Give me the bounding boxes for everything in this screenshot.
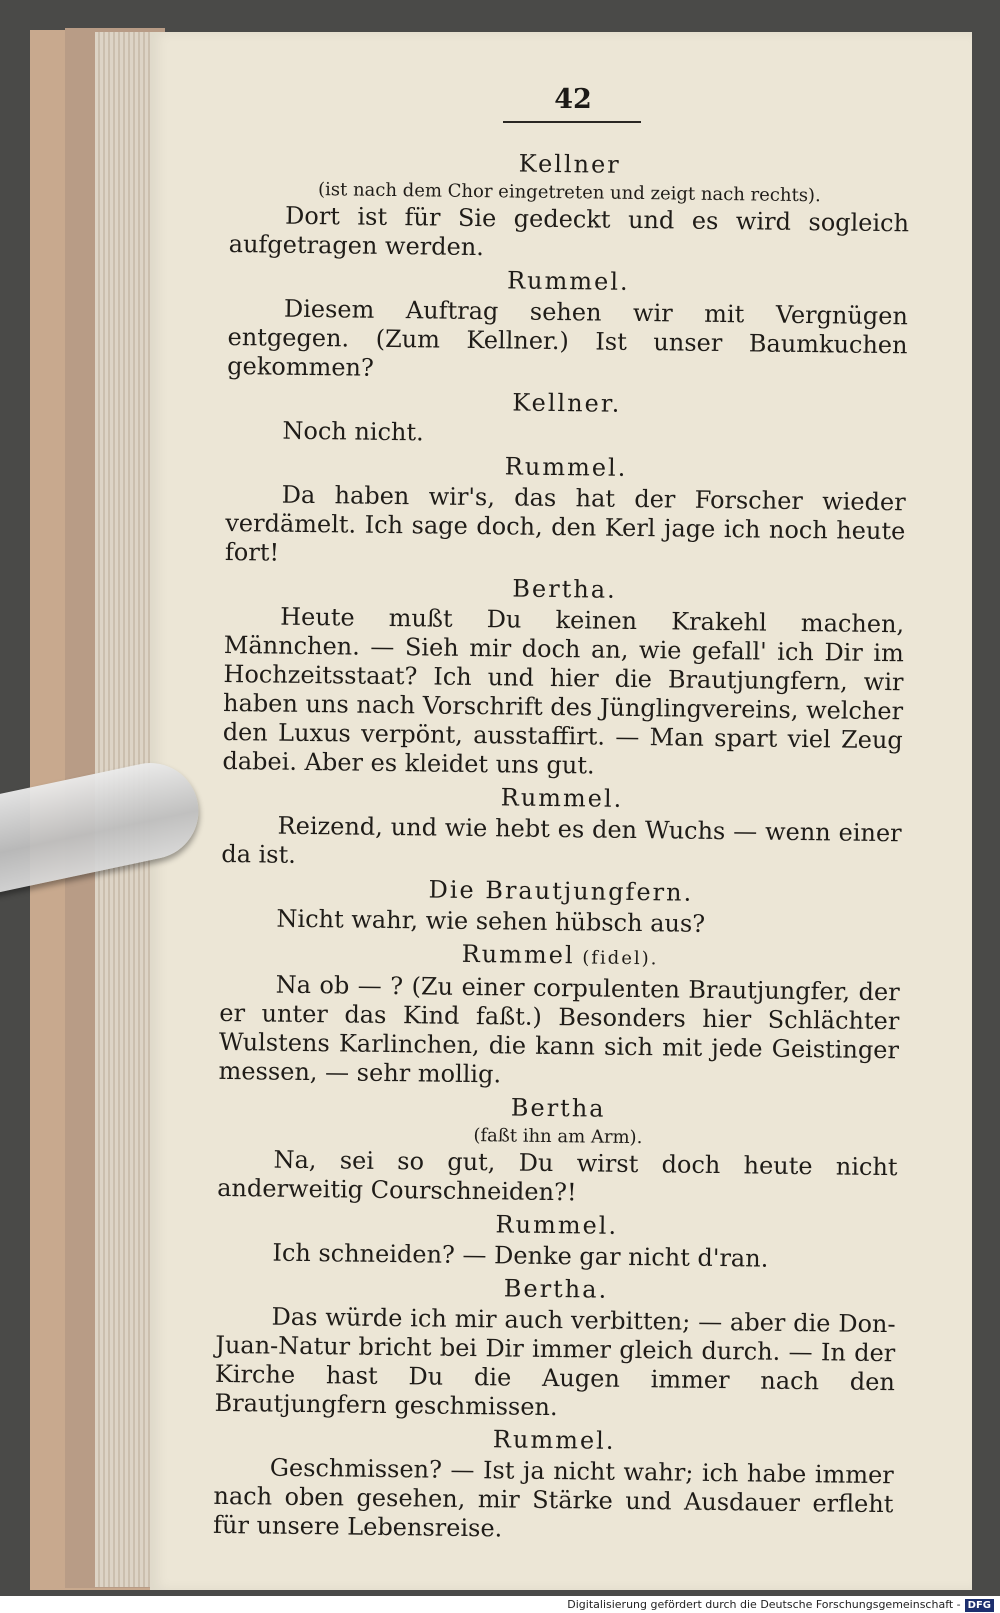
footer-credit [567, 1597, 994, 1613]
dialogue-line: Reizend, und wie hebt es den Wuchs — wenn einer da ist. [221, 811, 902, 869]
dfg-logo: DFG [965, 1599, 994, 1612]
speaker-label: Die Brautjungfern. [428, 875, 694, 907]
dialogue-line: Geschmissen? — Ist ja nicht wahr; ich habe immer nach oben gesehen, mir Stärke und Ausdauer erfleht für unsere Lebensreise. [212, 1453, 894, 1543]
speaker-label: Rummel. [492, 1425, 616, 1455]
page-number-rule [503, 121, 641, 123]
speaker-label: Kellner [518, 149, 621, 179]
speaker-label: Bertha. [503, 1274, 609, 1304]
speaker-label: Rummel. [504, 452, 628, 482]
speaker-label: Rummel. [495, 1210, 619, 1240]
stage-direction: (ist nach dem Chor eingetreten und zeigt nach rechts). [317, 179, 821, 207]
dialogue-line: Na, sei so gut, Du wirst doch heute nicht anderweitig Courschneiden?! [217, 1145, 898, 1207]
dialogue-line: Diesem Auftrag sehen wir mit Vergnügen entgegen. (Zum Kellner.) Ist unser Baumkuchen gekommen? [227, 294, 909, 382]
dialogue-line: Da haben wir's, das hat der Forscher wieder verdämelt. Ich sage doch, den Kerl jage ich noch heute fort! [224, 480, 906, 567]
speaker-label: Bertha. [512, 574, 617, 604]
page-text [213, 142, 910, 1548]
dialogue-line: Dort ist für Sie gedeckt und es wird sogleich aufgetragen werden. [228, 201, 910, 262]
dialogue-line: Nicht wahr, wie sehen hübsch aus? [276, 904, 706, 938]
dialogue-line: Na ob — ? (Zu einer corpulenten Brautjungfer, der er unter das Kind faßt.) Besonders hier Schlächter Wulstens Karlinchen, die kann sich mit jede Geistinger messen, — sehr mollig. [218, 970, 900, 1089]
footer-text: Digitalisierung gefördert durch die Deutsche Forschungsgemeinschaft - [567, 1598, 961, 1611]
dialogue-line: Das würde ich mir auch verbitten; — aber die Don-Juan-Natur bricht bei Dir immer gleich durch. — In der Kirche hast Du die Augen immer nach den Brautjungfern geschmissen. [214, 1302, 896, 1422]
speaker-label: Rummel. [506, 266, 630, 296]
speaker-label: Rummel. [500, 783, 624, 813]
dialogue-line: Noch nicht. [282, 416, 424, 447]
speaker-label: Bertha [510, 1093, 606, 1123]
page-number: 42 [554, 84, 592, 115]
speaker-stage-note: (fidel). [574, 947, 659, 970]
speaker-label: Kellner. [512, 388, 622, 418]
dialogue-line: Ich schneiden? — Denke gar nicht d'ran. [272, 1238, 769, 1273]
speaker-label: Rummel [461, 939, 575, 970]
stage-direction: (faßt ihn am Arm). [473, 1125, 643, 1149]
dialogue-line: Heute mußt Du keinen Krakehl machen, Männchen. — Sieh mir doch an, wie gefall' ich Dir im Hochzeitsstaat? Ich und hier die Brautjungfern, wir haben uns nach Vorschrift des Jünglingvereins, welcher den Luxus verpönt, ausstaffirt. — Man spart viel Zeug dabei. Aber es kleidet uns gut. [222, 602, 905, 780]
